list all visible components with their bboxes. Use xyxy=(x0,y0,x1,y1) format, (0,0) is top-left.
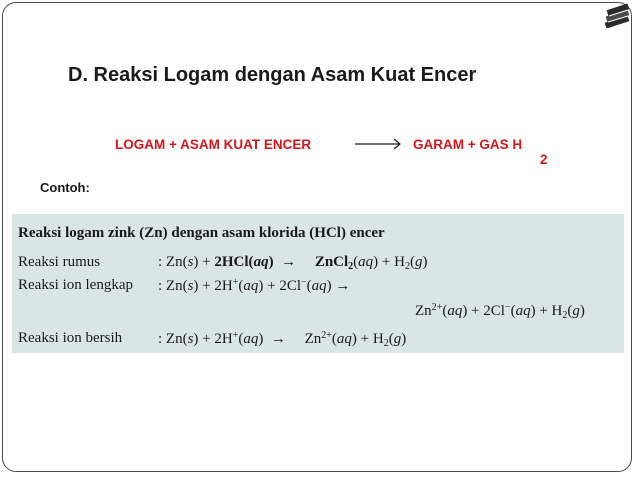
row-label-rumus: Reaksi rumus xyxy=(18,254,101,270)
row-equation-lengkap-products: $Zn^{2+}(aq) + 2Cl^-(aq) + H_2(g)$ xyxy=(415,302,585,321)
reaction-arrow-icon xyxy=(355,137,403,151)
equation-subscript: 2 xyxy=(540,152,548,167)
equation-reactants: LOGAM + ASAM KUAT ENCER xyxy=(115,137,312,152)
row-label-lengkap: Reaksi ion lengkap xyxy=(18,277,133,293)
reaction-example-box xyxy=(12,214,624,353)
row-equation-rumus: : Zn(s) + 2HCl(aq) → ZnCl$_2$(aq) + $H_2(g)$ xyxy=(158,254,428,272)
books-icon xyxy=(602,2,632,28)
slide-title: D. Reaksi Logam dengan Asam Kuat Encer xyxy=(68,64,477,86)
reaction-heading: Reaksi logam zink (Zn) dengan asam klorida (HCl) encer xyxy=(18,225,385,241)
equation-products: GARAM + GAS H xyxy=(413,137,523,152)
example-label: Contoh: xyxy=(40,180,90,195)
row-equation-bersih: : Zn(s) + 2H+(aq) → $Zn^{2+}(aq) + H_2(g)$ xyxy=(158,330,407,349)
row-equation-lengkap: : Zn(s) + 2H+(aq) + 2Cl−(aq) → xyxy=(158,277,351,294)
row-label-bersih: Reaksi ion bersih xyxy=(18,330,123,346)
